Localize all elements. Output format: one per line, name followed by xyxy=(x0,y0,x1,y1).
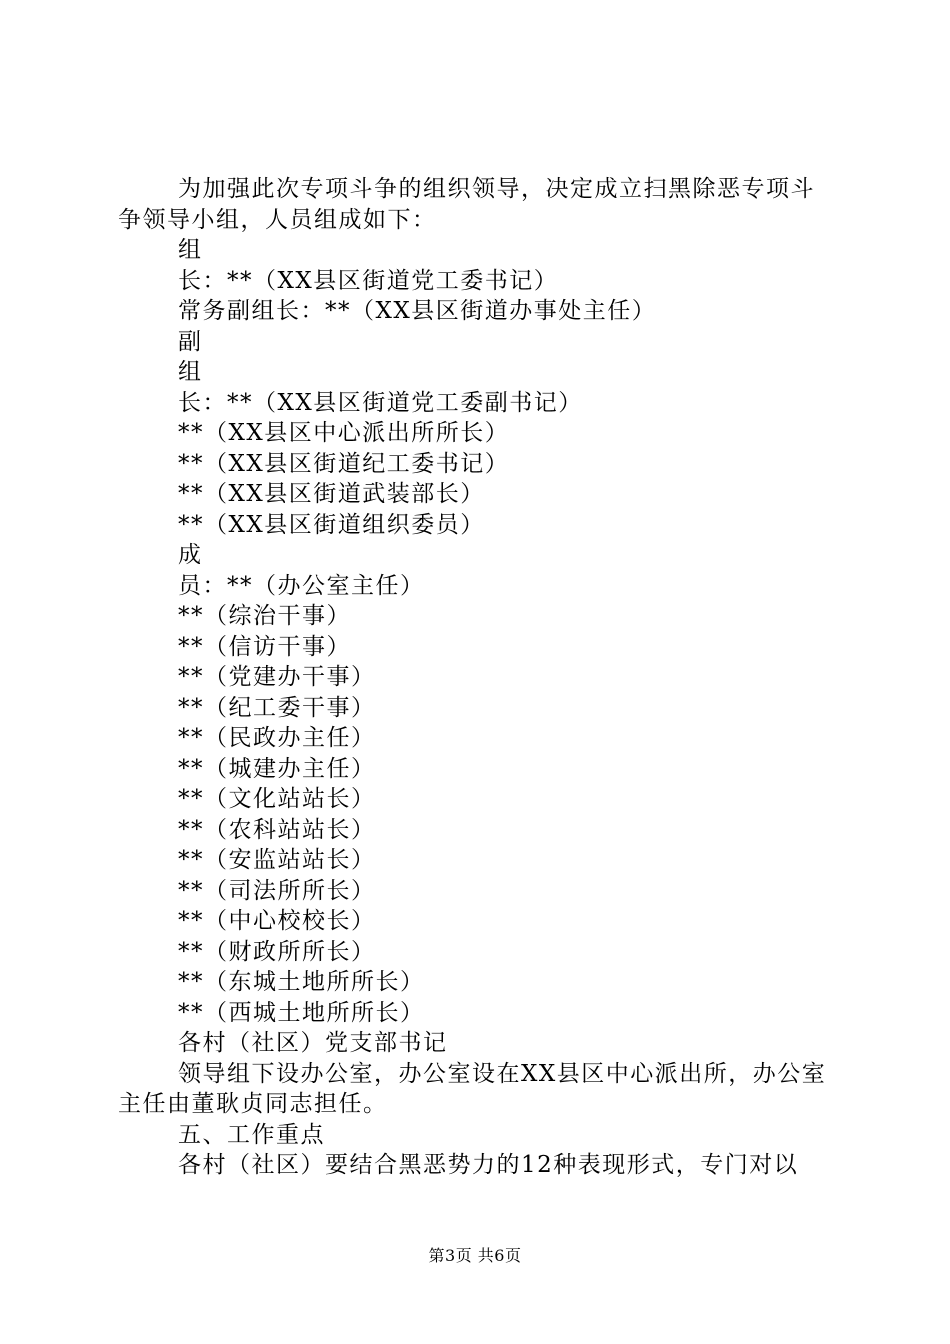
member-line: 组 xyxy=(178,237,203,263)
member-line: 组 xyxy=(178,359,203,385)
member-line: **（党建办干事） xyxy=(178,664,376,690)
member-line: **（民政办主任） xyxy=(178,725,376,751)
member-line: 常务副组长：**（XX县区街道办事处主任） xyxy=(178,298,657,324)
member-line: **（财政所所长） xyxy=(178,938,376,965)
member-line: **（西城土地所所长） xyxy=(178,999,425,1026)
member-line: 长：**（XX县区街道党工委副书记） xyxy=(178,389,583,416)
member-line: **（文化站站长） xyxy=(178,786,376,812)
member-line: 各村（社区）党支部书记 xyxy=(178,1030,448,1056)
work-focus-paragraph: 各村（社区）要结合黑恶势力的12种表现形式，专门对以 xyxy=(178,1152,799,1178)
member-line: 员：**（办公室主任） xyxy=(178,572,425,599)
member-line: 长：**（XX县区街道党工委书记） xyxy=(178,267,559,294)
member-line: **（城建办主任） xyxy=(178,755,376,782)
page-footer: 第3页 共6页 xyxy=(428,1246,522,1265)
member-line: **（XX县区街道组织委员） xyxy=(178,511,485,538)
member-line: **（农科站站长） xyxy=(178,816,376,843)
member-line: **（东城土地所所长） xyxy=(178,969,425,995)
member-line: **（司法所所长） xyxy=(178,877,376,904)
member-line: **（综治干事） xyxy=(178,603,351,629)
member-line: **（XX县区街道纪工委书记） xyxy=(178,450,510,477)
section-heading: 五、工作重点 xyxy=(178,1121,325,1148)
member-line: **（纪工委干事） xyxy=(178,694,376,721)
member-line: **（安监站站长） xyxy=(178,847,376,873)
member-line: 成 xyxy=(178,542,203,568)
member-line: **（XX县区中心派出所所长） xyxy=(178,420,510,446)
member-line: 副 xyxy=(178,328,203,355)
member-line: **（中心校校长） xyxy=(178,908,376,934)
member-line: **（XX县区街道武装部长） xyxy=(178,481,485,507)
member-line: **（信访干事） xyxy=(178,633,351,660)
document-body xyxy=(118,174,838,1181)
office-paragraph: 领导组下设办公室，办公室设在XX县区中心派出所，办公室主任由董耿贞同志担任。 xyxy=(118,1060,827,1117)
intro-paragraph: 为加强此次专项斗争的组织领导，决定成立扫黑除恶专项斗争领导小组，人员组成如下： xyxy=(118,176,815,233)
